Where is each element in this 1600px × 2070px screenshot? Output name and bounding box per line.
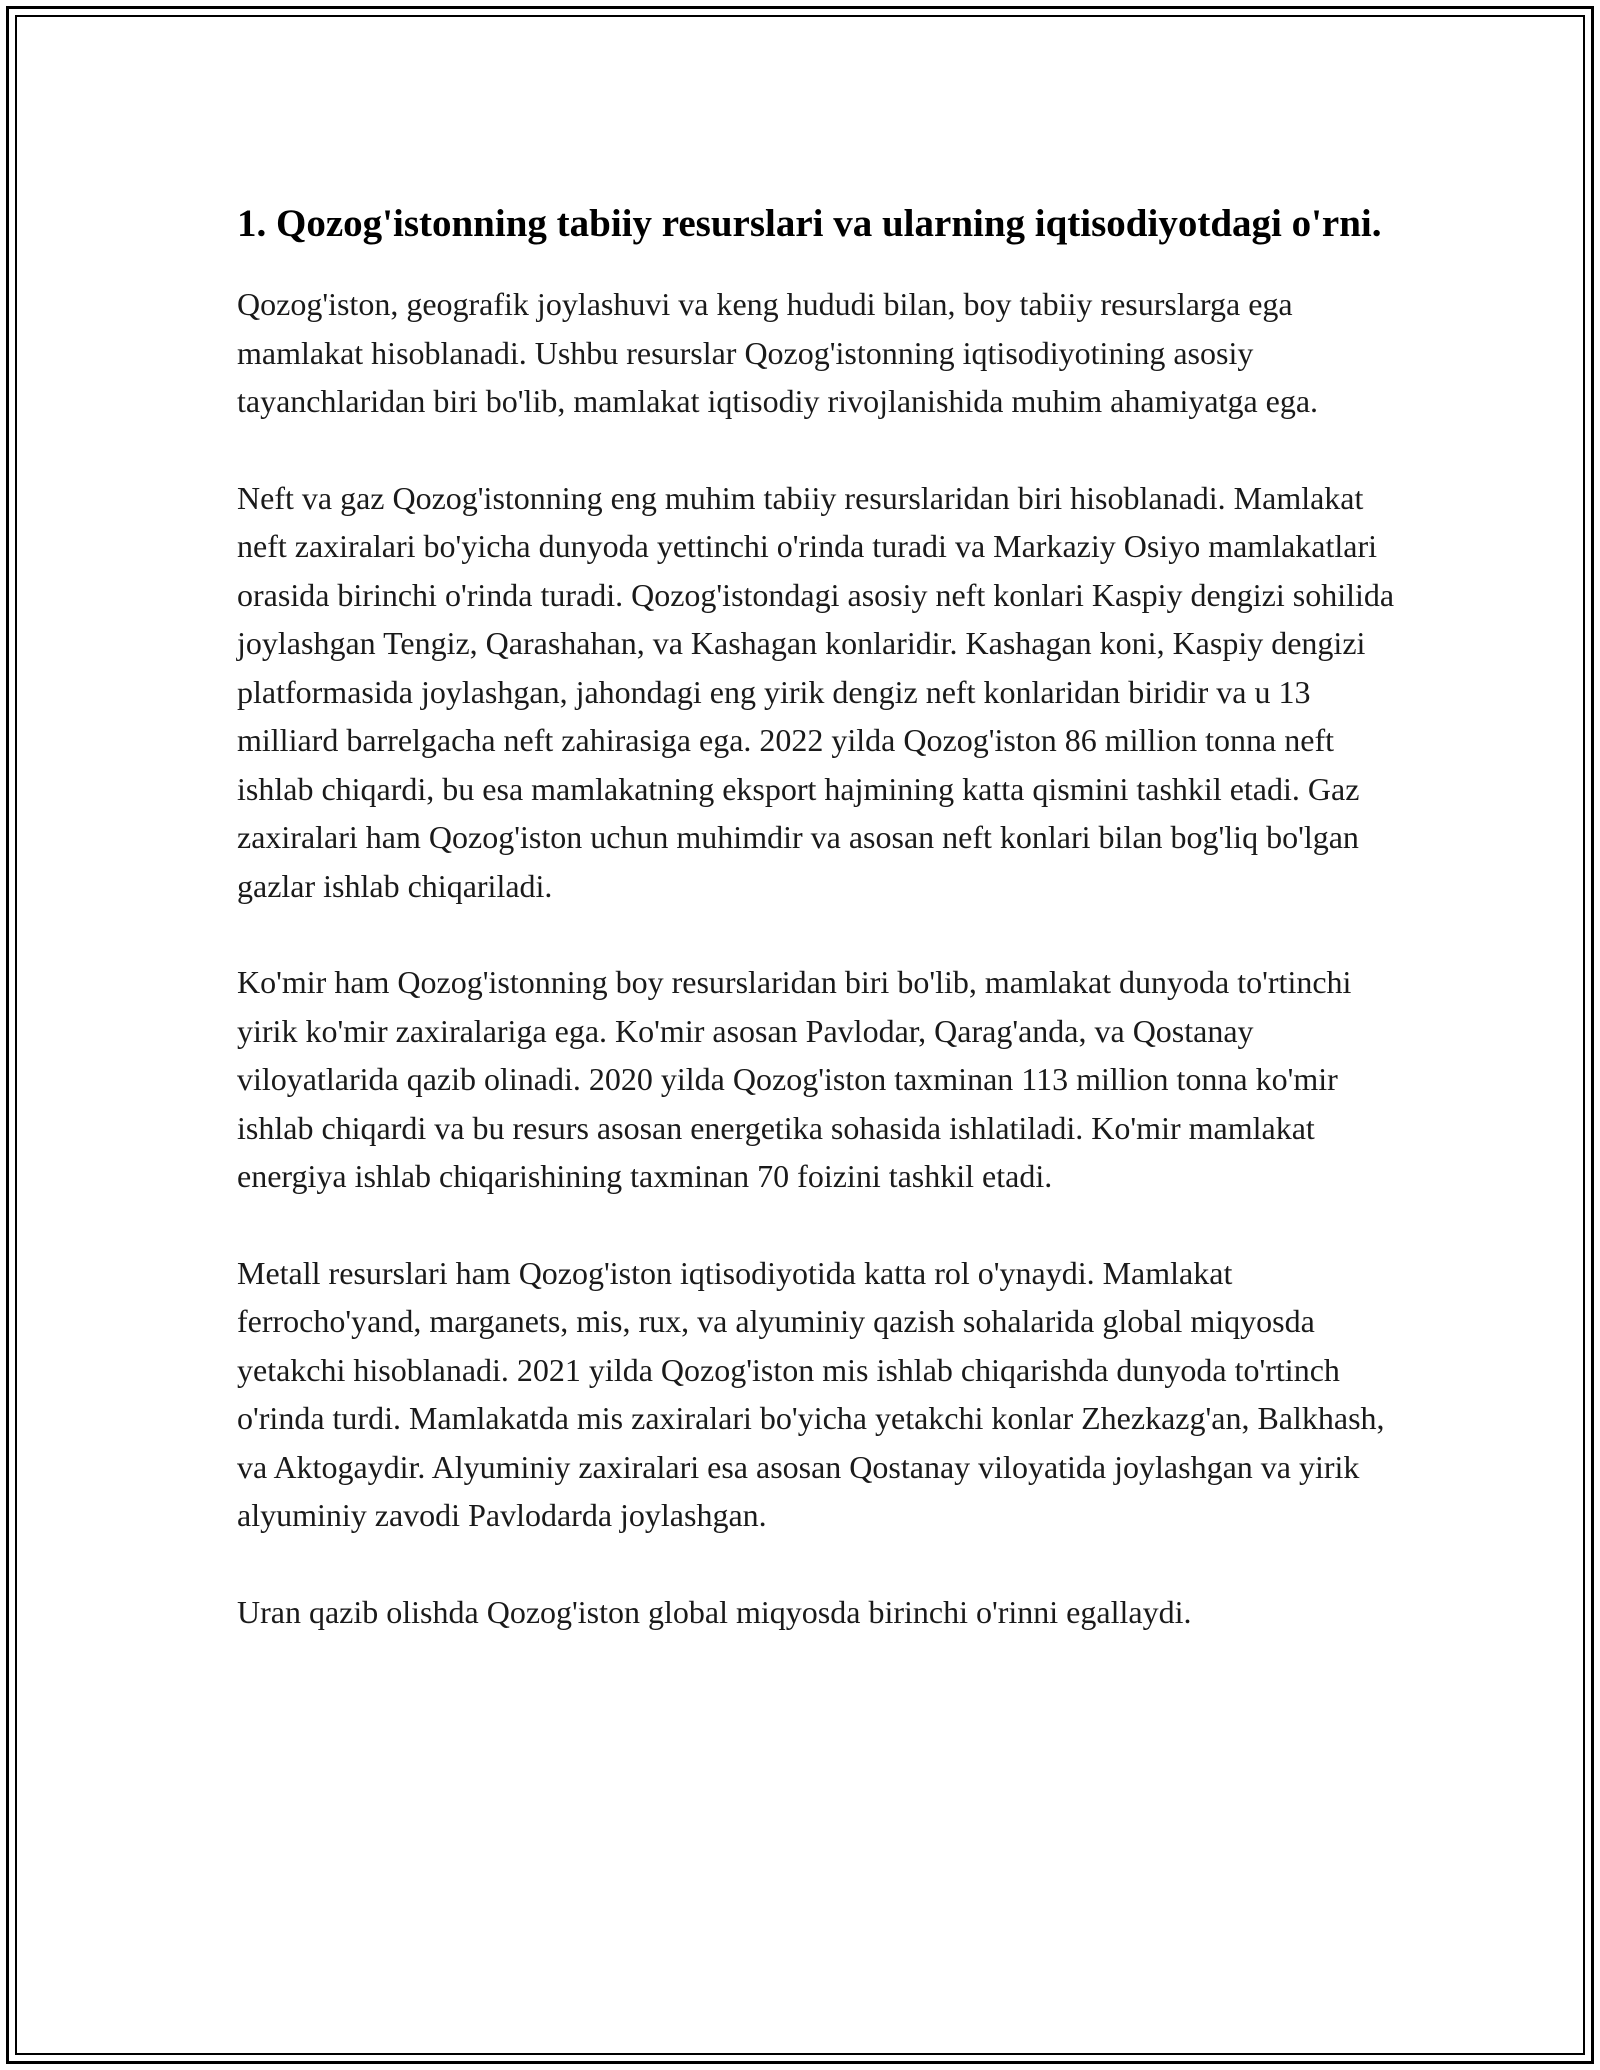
paragraph-coal: Ko'mir ham Qozog'istonning boy resurslaridan biri bo'lib, mamlakat dunyoda to'rtinchi yirik ko'mir zaxiralariga ega. Ko'mir asosan Pavlodar, Qarag'anda, va Qostanay viloyatlarida qazib olinadi. 2020 yilda Qozog'iston taxminan 113 million tonna ko'mir ishlab chiqardi va bu resurs asosan energetika sohasida ishlatiladi. Ko'mir mamlakat energiya ishlab chiqarishining taxminan 70 foizini tashkil etadi. [237, 964, 1352, 1194]
paragraph-oil-gas: Neft va gaz Qozog'istonning eng muhim tabiiy resurslaridan biri hisoblanadi. Mamlakat neft zaxiralari bo'yicha dunyoda yettinchi o'rinda turadi va Markaziy Osiyo mamlakatlari orasida birinchi o'rinda turadi. Qozog'istondagi asosiy neft konlari Kaspiy dengizi sohilida joylashgan Tengiz, Qarashahan, va Kashagan konlaridir. Kashagan koni, Kaspiy dengizi platformasida joylashgan, jahondagi eng yirik dengiz neft konlaridan biridir va u 13 milliard barrelgacha neft zahirasiga ega. 2022 yilda Qozog'iston 86 million tonna neft ishlab chiqardi, bu esa mamlakatning eksport hajmining katta qismini tashkil etadi. Gaz zaxiralari ham Qozog'iston uchun muhimdir va asosan neft konlari bilan bog'liq bo'lgan gazlar ishlab chiqariladi. [237, 479, 1395, 904]
paragraph-uranium: Uran qazib olishda Qozog'iston global miqyosda birinchi o'rinni egallaydi. [237, 1593, 1192, 1630]
paragraph-intro: Qozog'iston, geografik joylashuvi va keng hududi bilan, boy tabiiy resurslarga ega mamlakat hisoblanadi. Ushbu resurslar Qozog'istonning iqtisodiyotining asosiy tayanchlaridan biri bo'lib, mamlakat iqtisodiy rivojlanishida muhim ahamiyatga ega. [237, 286, 1319, 419]
page-frame [6, 6, 1594, 2064]
section-heading: 1. Qozog'istonning tabiiy resurslari va ularning iqtisodiyotdagi o'rni. [237, 202, 1382, 245]
paragraph-metals: Metall resurslari ham Qozog'iston iqtisodiyotida katta rol o'ynaydi. Mamlakat ferrocho'yand, marganets, mis, rux, va alyuminiy qazish sohalarida global miqyosda yetakchi hisoblanadi. 2021 yilda Qozog'iston mis ishlab chiqarishda dunyoda to'rtinch o'rinda turdi. Mamlakatda mis zaxiralari bo'yicha yetakchi konlar Zhezkazg'an, Balkhash, va Aktogaydir. Alyuminiy zaxiralari esa asosan Qostanay viloyatida joylashgan va yirik alyuminiy zavodi Pavlodarda joylashgan. [237, 1254, 1385, 1533]
document-body [237, 195, 1397, 1684]
